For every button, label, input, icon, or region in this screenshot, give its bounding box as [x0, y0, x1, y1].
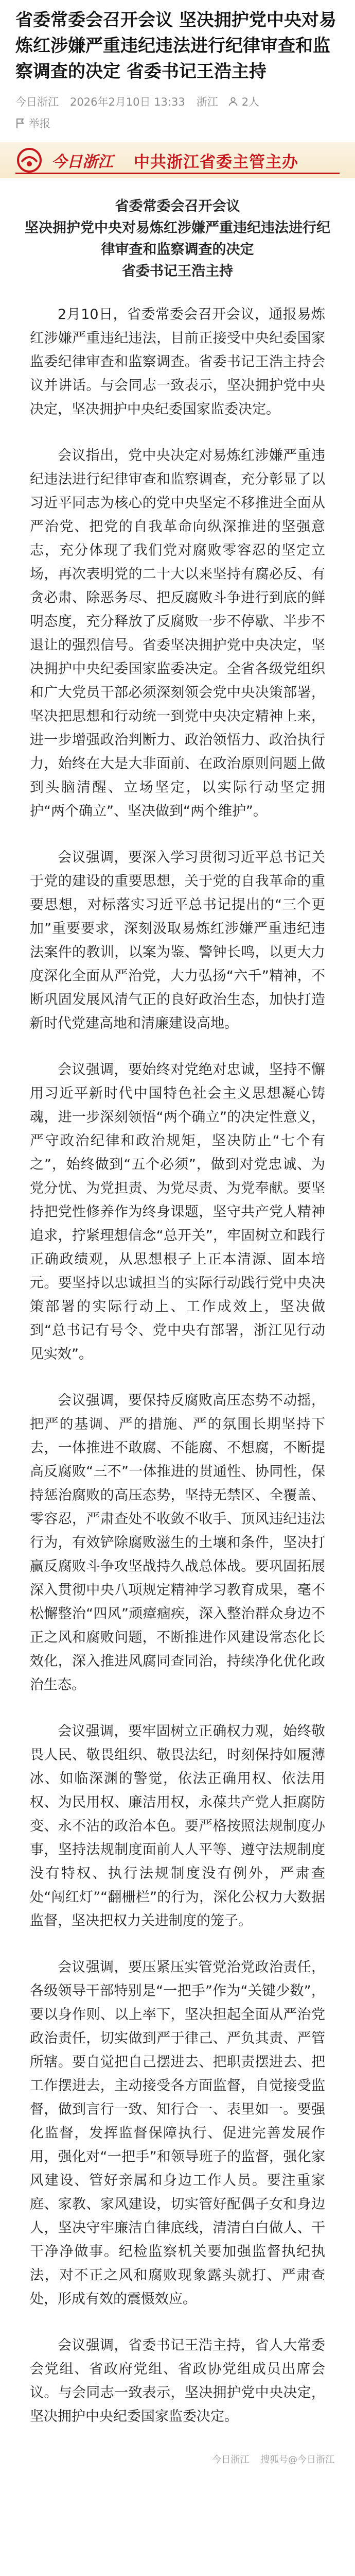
banner-slogan: 中共浙江省委主管主办 [134, 152, 298, 172]
person-icon [227, 96, 239, 107]
footer-watermark [204, 2452, 334, 2466]
paragraph: 会议指出，党中央决定对易炼红涉嫌严重违纪违法进行纪律审查和监察调查，充分彰显了以习近平同志为核心的党中央坚定不移推进全面从严治党、把党的自我革命向纵深推进的坚强意志，充分体现了我们党对腐败零容忍的坚定立场，再次表明党的二十大以来坚持有腐必反、有贪必肃、除恶务尽、把反腐败斗争进行到底的鲜明态度，充分释放了反腐败一步不停歇、半步不退让的强烈信号。省委坚决拥护党中央决定，坚决拥护中央纪委国家监委决定。全省各级党组织和广大党员干部必须深刻领会党中央决策部署，坚决把思想和行动统一到党中央决定精神上来，进一步增强政治判断力、政治领悟力、政治执行力，始终在大是大非面前、在政治原则问题上做到头脑清醒、立场坚定，以实际行动坚定拥护“两个确立”、坚决做到“两个维护”。 [30, 448, 325, 819]
reader-count-label: 2人 [241, 96, 260, 108]
article-location: 浙江 [196, 96, 218, 108]
sub-headline-line1: 省委常委会召开会议 [115, 198, 240, 214]
article-time: 2026年2月10日 13:33 [70, 96, 185, 108]
sub-headline [0, 196, 355, 282]
newspaper-banner [0, 142, 355, 178]
paragraph: 会议强调，要始终对党绝对忠诚，坚持不懈用习近平新时代中国特色社会主义思想凝心铸魂，进一步深刻领悟“两个确立”的决定性意义，严守政治纪律和政治规矩，坚决防止“七个有之”，始终做到“五个必须”，做到对党忠诚、为党分忧、为党担责、为党尽责、为党奉献。要坚持把党性修养作为终身课题，坚守共产党人精神追求，拧紧理想信念“总开关”，牢固树立和践行正确政绩观，从思想根子上正本清源、固本培元。要坚持以忠诚担当的实际行动践行党中央决策部署的实际行动上、工作成效上，坚决做到“总书记有号令、党中央有部署，浙江见行动见实效”。 [30, 1062, 325, 1362]
article-body [0, 282, 355, 2429]
sub-headline-line2: 坚决拥护党中央对易炼红涉嫌严重违纪违法进行纪律审查和监察调查的决定 [25, 220, 330, 258]
paragraph: 会议强调，要深入学习贯彻习近平总书记关于党的建设的重要思想，关于党的自我革命的重要思想，对标落实习近平总书记提出的“三个更加”重要要求，深刻汲取易炼红涉嫌严重违纪违法案件的教训，以案为鉴、警钟长鸣，以更大力度深化全面从严治党，大力弘扬“六千”精神，不断巩固发展风清气正的良好政治生态，加快打造新时代党建高地和清廉建设高地。 [30, 850, 325, 1031]
watermark-1: 今日浙江 [212, 2454, 250, 2465]
flag-icon [15, 117, 25, 129]
paragraph: 会议强调，省委书记王浩主持，省人大常委会党组、省政府党组、省政协党组成员出席会议。与会同志一致表示，坚决拥护党中央决定，坚决拥护中央纪委国家监委决定。 [30, 2337, 325, 2425]
banner-divider [15, 173, 340, 174]
paragraph: 会议强调，要压紧压实管党治党政治责任，各级领导干部特别是“一把手”作为“关键少数”，要以身作则、以上率下，坚决担起全面从严治党政治责任，切实做到严于律己、严负其责、严管所辖。要自觉把自己摆进去、把职责摆进去、把工作摆进去，主动接受各方面监督，自觉接受监督，做到言行一致、知行合一、表里如一。要强化监督，发挥监督保障执行、促进完善发展作用，强化对“一把手”和领导班子的监督，强化家风建设、管好亲属和身边工作人员。要注重家庭、家教、家风建设，切实管好配偶子女和身边人，坚决守牢廉洁自律底线，清清白白做人、干干净净做事。纪检监察机关要加强监督执纪执法，对不正之风和腐败现象露头就打、严肃查处，形成有效的震慑效应。 [30, 1959, 325, 2307]
article-title: 省委常委会召开会议 坚决拥护党中央对易炼红涉嫌严重违纪违法进行纪律审查和监察调查的决定 省委书记王浩主持 [15, 10, 336, 82]
paragraph: 会议强调，要保持反腐败高压态势不动摇，把严的基调、严的措施、严的氛围长期坚持下去，一体推进不敢腐、不能腐、不想腐，不断提高反腐败“三不”一体推进的贯通性、协同性，保持惩治腐败的高压态势，坚持无禁区、全覆盖、零容忍，严肃查处不收敛不收手、顶风违纪违法行为，有效铲除腐败滋生的土壤和条件，坚决打赢反腐败斗争攻坚战持久战总体战。要巩固拓展深入贯彻中央八项规定精神学习教育成果，毫不松懈整治“四风”顽瘴痼疾，深入整治群众身边不正之风和腐败问题，不断推进作风建设常态化长效化，深入推进风腐同查同治，持续净化优化政治生态。 [30, 1393, 325, 1693]
emblem-icon [15, 146, 43, 174]
article-source[interactable]: 今日浙江 [15, 96, 59, 108]
paragraph: 2月10日，省委常委会召开会议，通报易炼红涉嫌严重违纪违法，目前正接受中央纪委国家监委纪律审查和监察调查。省委书记王浩主持会议并讲话。与会同志一致表示，坚决拥护党中央决定，坚决拥护中央纪委国家监委决定。 [30, 307, 325, 417]
report-button[interactable] [0, 109, 355, 131]
reader-count [227, 94, 259, 109]
paragraph: 会议强调，要牢固树立正确权力观，始终敬畏人民、敬畏组织、敬畏法纪，时刻保持如履薄冰、如临深渊的警觉，依法正确用权、依法用权、为民用权、廉洁用权，永葆共产党人拒腐防变、永不沾的政治本色。要严格按照法规制度办事，坚持法规制度面前人人平等、遵守法规制度没有特权、执行法规制度没有例外，严肃查处“闯红灯”“翻栅栏”的行为，深化公权力大数据监督，坚决把权力关进制度的笼子。 [30, 1723, 325, 1929]
report-label: 举报 [29, 117, 50, 130]
banner-logo-text: 今日浙江 [51, 153, 113, 171]
watermark-2: 搜狐号@今日浙江 [260, 2454, 334, 2465]
article-meta [0, 84, 355, 109]
sub-headline-line3: 省委书记王浩主持 [122, 263, 233, 279]
banner-logo [15, 146, 113, 174]
